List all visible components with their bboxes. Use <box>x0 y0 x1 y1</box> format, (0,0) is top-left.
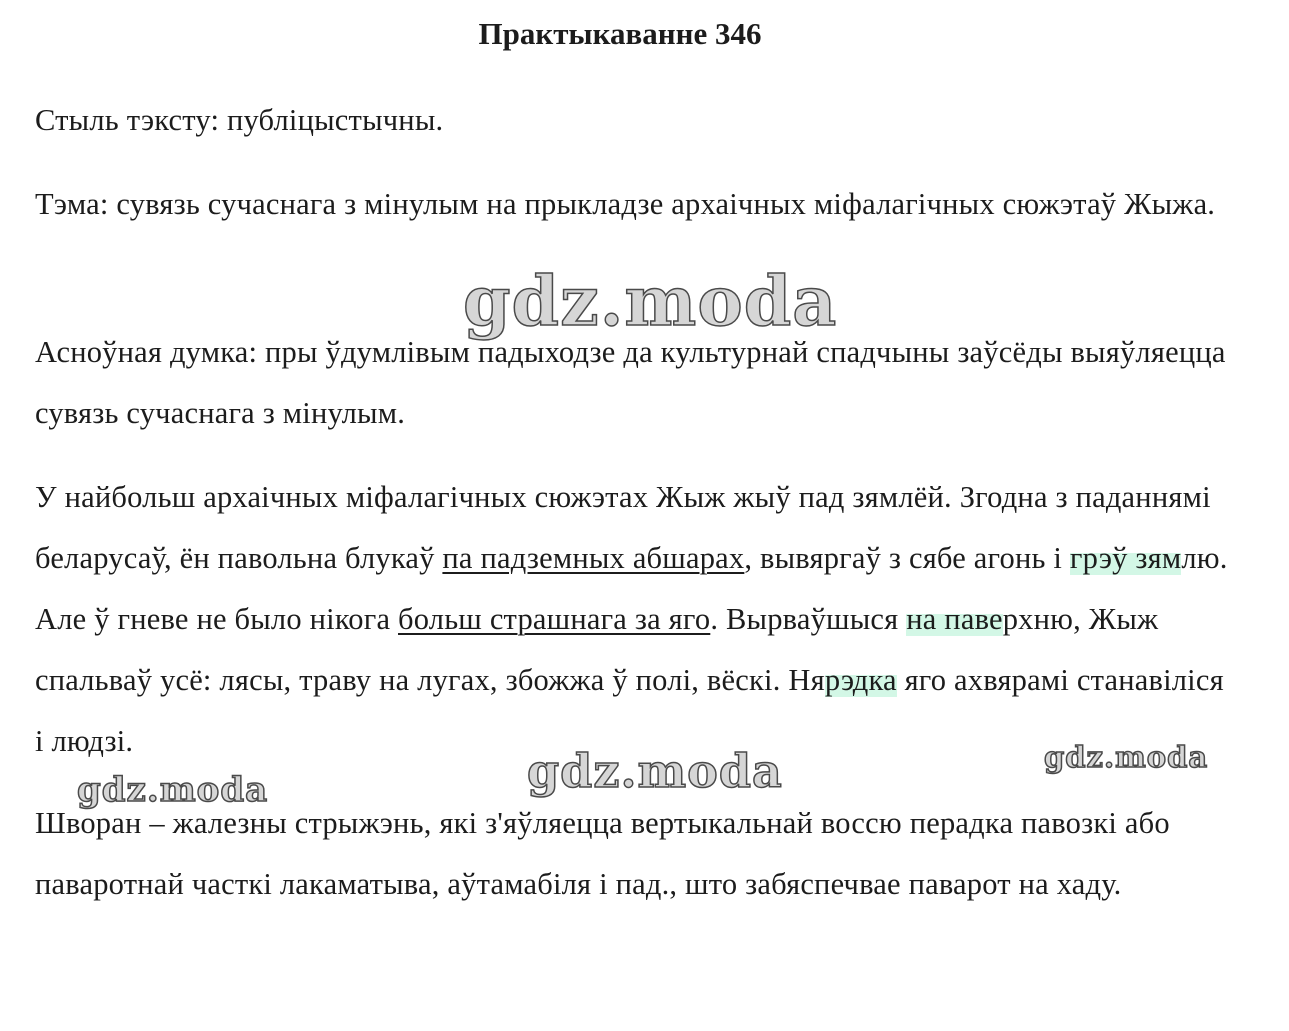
watermark-logo: gdz.moda <box>527 744 783 798</box>
text-theme-line: Тэма: сувязь сучаснага з мінулым на прыкладзе архаічных міфалагічных сюжэтаў Жыжа. <box>35 187 1216 221</box>
story-text: рхню, Жыж спальваў усё: лясы, траву на лугах, збожжа ў полі, вёскі. Ня <box>35 602 1159 697</box>
underlined-phrase: больш страшнага за яго <box>398 602 711 636</box>
underlined-phrase: па падземных абшарах <box>442 541 745 575</box>
watermark-logo: gdz.moda <box>77 770 269 810</box>
watermark-logo: gdz.moda <box>463 262 838 342</box>
story-text: . Вырваўшыся <box>710 602 907 636</box>
story-paragraph <box>35 467 1235 772</box>
story-text: У найбольш архаічных міфалагічных сюжэтах Жыж жыў пад зямлёй. Згодна з паданнямі беларусаў, ён павольна блукаў <box>35 480 1211 575</box>
story-text: яго ахвярамі станавіліся і людзі. <box>35 663 1224 758</box>
highlighted-phrase: на паве <box>906 602 1003 636</box>
main-idea-line: Асноўная думка: пры ўдумлівым падыходзе да культурнай спадчыны заўсёды выяўляецца сувязь сучаснага з мінулым. <box>35 335 1226 430</box>
story-text: , вывяргаў з сябе агонь і <box>744 541 1070 575</box>
page-title: Практыкаванне 346 <box>478 16 762 51</box>
watermark-logo: gdz.moda <box>1044 740 1209 774</box>
highlighted-phrase: грэў зям <box>1069 541 1182 575</box>
highlighted-phrase: рэдка <box>824 663 897 697</box>
definition-paragraph: Шворан – жалезны стрыжэнь, які з'яўляецца вертыкальнай воссю перадка павозкі або паваротнай часткі лакаматыва, аўтамабіля і пад., што забяспечвае паварот на хаду. <box>35 806 1170 901</box>
text-style-line: Стыль тэксту: публіцыстычны. <box>35 103 444 137</box>
story-text: лю. Але ў гневе не было нікога <box>35 541 1228 636</box>
